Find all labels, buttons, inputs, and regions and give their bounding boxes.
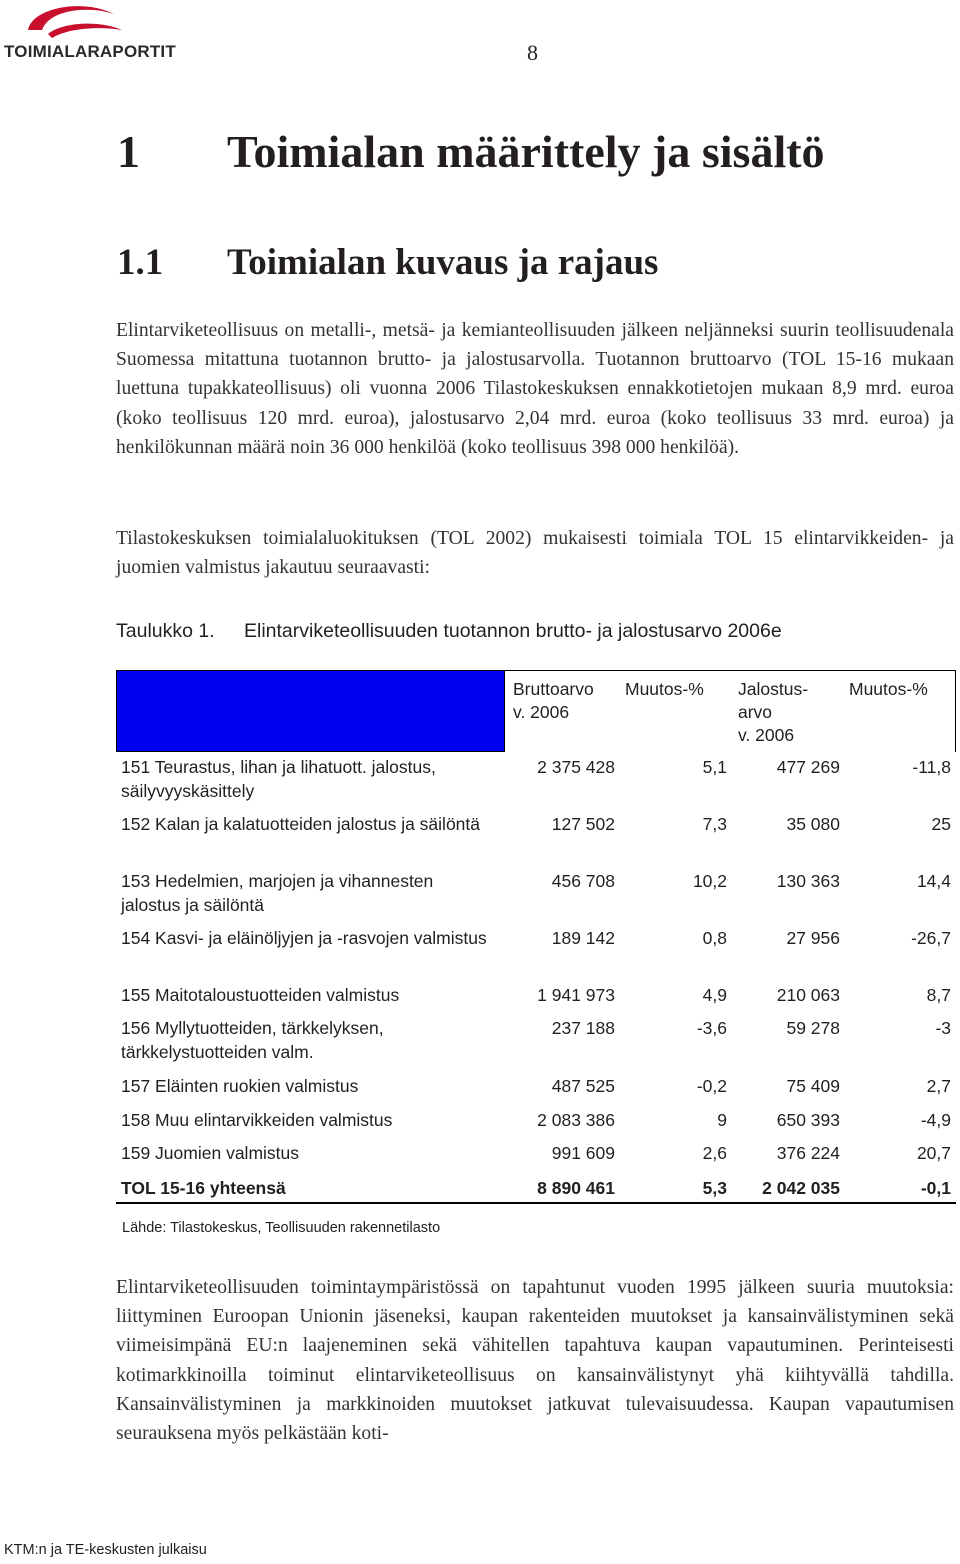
column-header-line: Bruttoarvo	[513, 679, 594, 699]
column-header-jalostusarvo	[738, 678, 808, 747]
cell-muutos-1: 9	[717, 1110, 727, 1130]
row-label: 158 Muu elintarvikkeiden valmistus	[121, 1110, 393, 1130]
column-header-muutos-1	[625, 678, 704, 701]
cell-jalostusarvo: 210 063	[776, 985, 840, 1005]
cell-muutos-1: -3,6	[696, 1018, 727, 1038]
row-label: 157 Eläinten ruokien valmistus	[121, 1076, 359, 1096]
cell-bruttoarvo: 189 142	[551, 928, 615, 948]
cell-muutos-1: 4,9	[702, 985, 727, 1005]
cell-jalostusarvo: 650 393	[776, 1110, 840, 1130]
cell-muutos-2: 8,7	[926, 985, 951, 1005]
cell-bruttoarvo: 8 890 461	[537, 1178, 615, 1198]
cell-muutos-1: 2,6	[702, 1143, 727, 1163]
cell-muutos-1: 5,1	[702, 757, 727, 777]
cell-jalostusarvo: 75 409	[786, 1076, 840, 1096]
cell-muutos-1: 10,2	[692, 871, 727, 891]
cell-bruttoarvo: 127 502	[551, 814, 615, 834]
cell-bruttoarvo: 2 083 386	[537, 1110, 615, 1130]
cell-jalostusarvo: 376 224	[776, 1143, 840, 1163]
logo-text: TOIMIALARAPORTIT	[4, 42, 176, 61]
column-header-line: v. 2006	[513, 702, 570, 722]
cell-muutos-2: -26,7	[911, 928, 951, 948]
row-label: 151 Teurastus, lihan ja lihatuott. jalostus, säilyvyyskäsittely	[121, 757, 436, 801]
row-label: 154 Kasvi- ja eläinöljyjen ja -rasvojen valmistus	[121, 928, 487, 948]
chapter-title	[117, 125, 825, 178]
page-number: 8	[527, 40, 538, 65]
cell-muutos-2: -11,8	[912, 757, 951, 777]
cell-muutos-1: 5,3	[702, 1178, 727, 1198]
cell-jalostusarvo: 2 042 035	[762, 1178, 840, 1198]
chapter-number: 1	[117, 126, 140, 177]
section-title	[117, 241, 658, 284]
row-label: 155 Maitotaloustuotteiden valmistus	[121, 985, 400, 1005]
toimialaraportit-logo	[0, 0, 180, 70]
table-caption-label: Taulukko 1.	[116, 620, 215, 642]
footer-publisher: KTM:n ja TE-keskusten julkaisu	[4, 1542, 207, 1558]
cell-muutos-2: 20,7	[916, 1143, 951, 1163]
cell-jalostusarvo: 27 956	[786, 928, 840, 948]
cell-jalostusarvo: 35 080	[786, 814, 840, 834]
paragraph-classification: Tilastokeskuksen toimialaluokituksen (TOL 2002) mukaisesti toimiala TOL 15 elintarvikkeiden- ja juomien valmistus jakautuu seuraavasti:	[116, 528, 954, 579]
cell-muutos-2: -4,9	[920, 1110, 951, 1130]
cell-muutos-2: 14,4	[916, 871, 951, 891]
cell-bruttoarvo: 1 941 973	[537, 985, 615, 1005]
row-label: 152 Kalan ja kalatuotteiden jalostus ja säilöntä	[121, 814, 480, 834]
data-table	[116, 670, 956, 1200]
column-header-line: Muutos-%	[849, 679, 928, 699]
cell-jalostusarvo: 477 269	[776, 757, 840, 777]
cell-muutos-2: -3	[935, 1018, 951, 1038]
paragraph-environment: Elintarviketeollisuuden toimintaympäristössä on tapahtunut vuoden 1995 jälkeen suuria muutoksia: liittyminen Euroopan Unionin jäseneksi, kaupan rakenteiden muutokset ja kansainvälistyminen sekä viimeisimpänä EU:n laajeneminen sekä vähitellen tapahtuva kaupan vapautuminen. Perinteisesti kotimarkkinoilla toiminut elintarviketeollisuus on kansainvälistynyt yhä kiihtyvällä tahdilla. Kansainvälistyminen ja markkinoiden muutokset jatkuvat tulevaisuudessa. Kaupan vapautumisen seurauksena myös pelkästään koti-	[116, 1277, 954, 1445]
cell-muutos-2: 2,7	[926, 1076, 951, 1096]
section-number: 1.1	[117, 242, 164, 283]
column-header-line: Muutos-%	[625, 679, 704, 699]
section-title-text: Toimialan kuvaus ja rajaus	[227, 242, 659, 283]
cell-muutos-1: 7,3	[702, 814, 727, 834]
table-source: Lähde: Tilastokeskus, Teollisuuden rakennetilasto	[122, 1220, 441, 1236]
cell-muutos-2: 25	[931, 814, 951, 834]
table-bottom-rule	[116, 1202, 956, 1204]
table-caption	[116, 620, 782, 643]
table-caption-text: Elintarviketeollisuuden tuotannon brutto- ja jalostusarvo 2006e	[244, 620, 782, 642]
paragraph-intro: Elintarviketeollisuus on metalli-, metsä- ja kemianteollisuuden jälkeen neljänneksi suurin teollisuudenala Suomessa mitattuna tuotannon brutto- ja jalostusarvolla. Tuotannon bruttoarvo (TOL 15-16 mukaan luettuna tupakkateollisuus) oli vuonna 2006 Tilastokeskuksen ennakkotietojen mukaan 8,9 mrd. euroa (koko teollisuus 120 mrd. euroa), jalostusarvo 2,04 mrd. euroa (koko teollisuus 33 mrd. euroa) ja henkilökunnan määrä noin 36 000 henkilöä (koko teollisuus 398 000 henkilöä).	[116, 320, 954, 458]
cell-bruttoarvo: 456 708	[551, 871, 615, 891]
column-header-muutos-2	[849, 678, 928, 701]
row-label: 153 Hedelmien, marjojen ja vihannesten jalostus ja säilöntä	[121, 871, 434, 915]
column-header-line: Jalostus-	[738, 679, 809, 699]
cell-muutos-1: 0,8	[702, 928, 727, 948]
chapter-title-text: Toimialan määrittely ja sisältö	[227, 126, 825, 177]
cell-jalostusarvo: 59 278	[786, 1018, 840, 1038]
cell-muutos-1: -0,2	[696, 1076, 727, 1096]
column-header-line: arvo	[738, 702, 773, 722]
logo-swoosh-icon	[22, 0, 132, 44]
row-label: 156 Myllytuotteiden, tärkkelyksen, tärkkelystuotteiden valm.	[121, 1018, 384, 1062]
row-label: 159 Juomien valmistus	[121, 1143, 299, 1163]
cell-bruttoarvo: 237 188	[551, 1018, 615, 1038]
column-header-line: v. 2006	[738, 725, 795, 745]
row-label: TOL 15-16 yhteensä	[121, 1178, 286, 1198]
cell-muutos-2: -0,1	[920, 1178, 951, 1198]
cell-bruttoarvo: 487 525	[551, 1076, 615, 1096]
cell-jalostusarvo: 130 363	[776, 871, 840, 891]
cell-bruttoarvo: 991 609	[551, 1143, 615, 1163]
column-header-bruttoarvo	[513, 678, 594, 724]
cell-bruttoarvo: 2 375 428	[537, 757, 615, 777]
